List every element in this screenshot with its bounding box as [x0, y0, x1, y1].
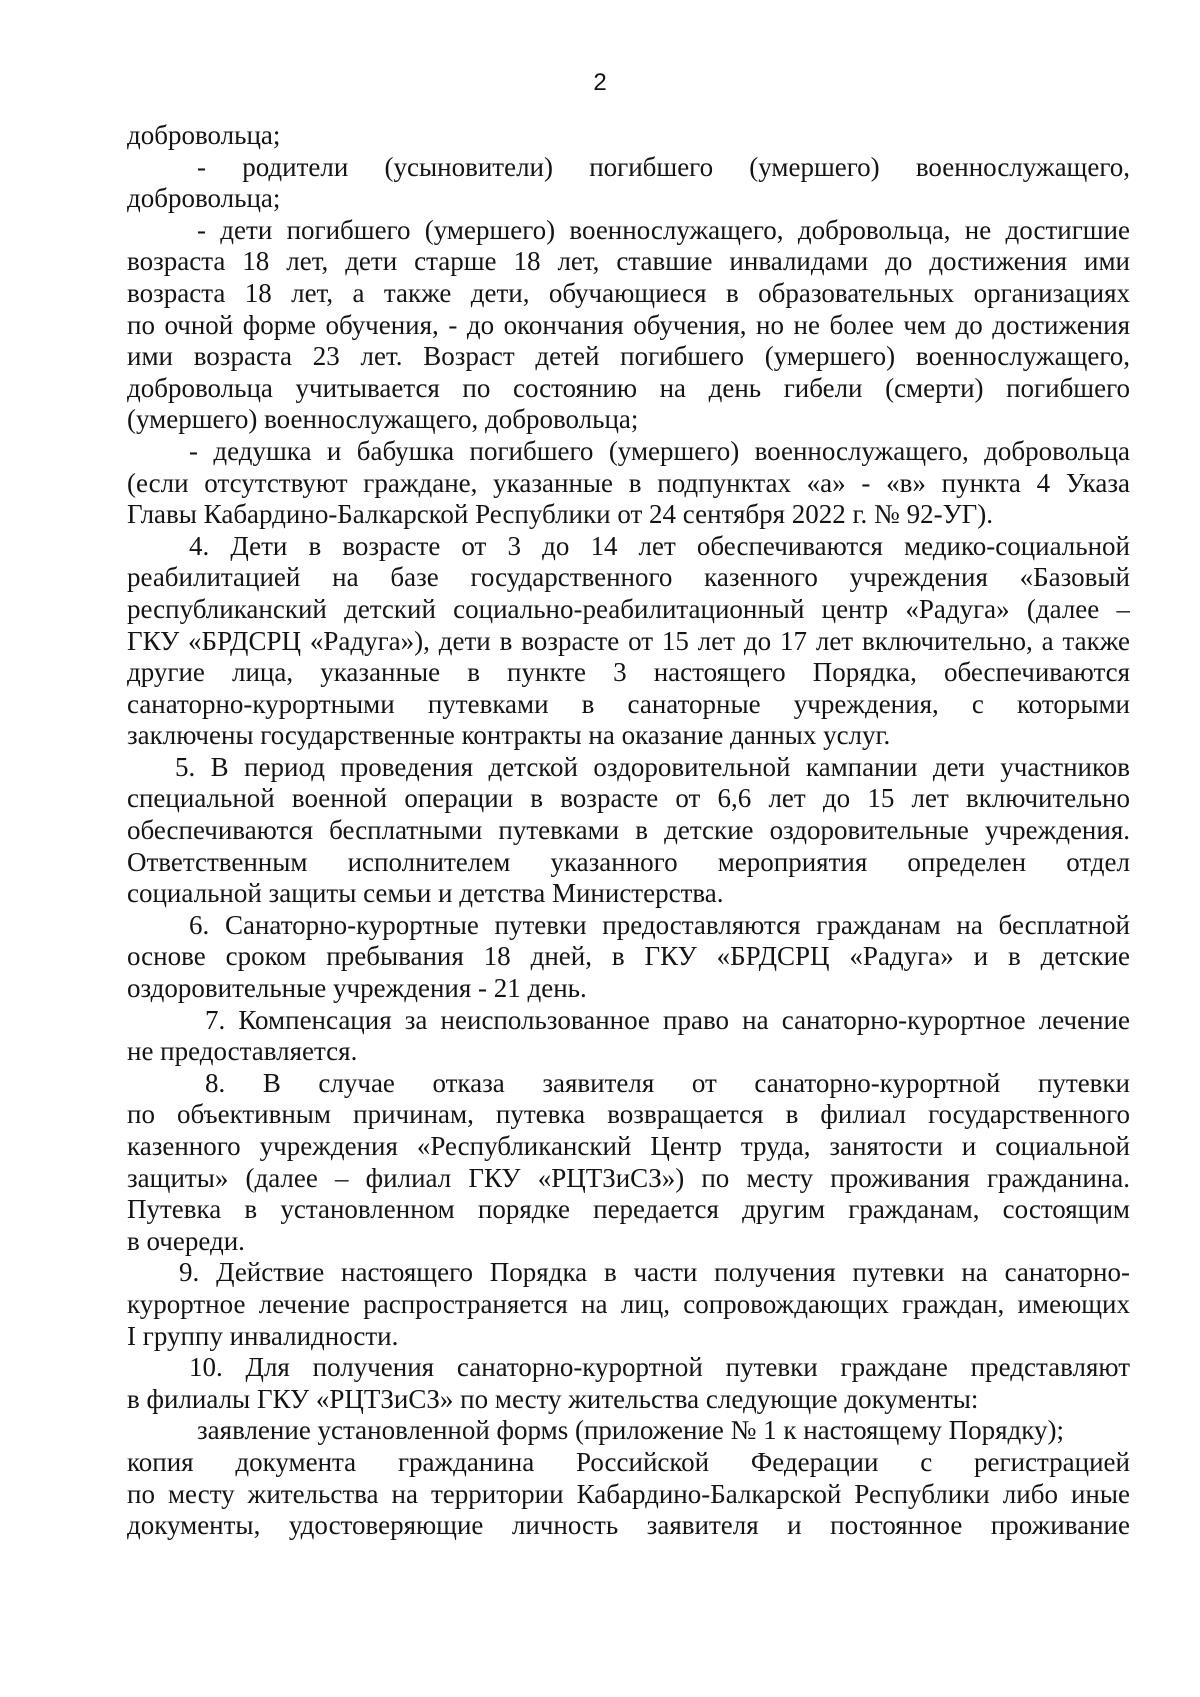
text-line: по очной форме обучения, - до окончания обучения, но не более чем до достижения	[127, 309, 1130, 340]
text-line: Путевка в установленном порядке передается другим гражданам, состоящим	[127, 1194, 1130, 1225]
text-line: ГКУ «БРДСРЦ «Радуга»), дети в возрасте от 15 лет до 17 лет включительно, а также	[127, 625, 1130, 656]
text-line: по объективным причинам, путевка возвращается в филиал государственного	[127, 1099, 1130, 1130]
text-line: - дедушка и бабушка погибшего (умершего) военнослужащего, добровольца	[189, 435, 1130, 466]
text-line: возраста 18 лет, дети старше 18 лет, ставшие инвалидами до достижения ими	[127, 246, 1130, 277]
text-line: добровольца;	[127, 120, 281, 150]
text-line: добровольца учитывается по состоянию на день гибели (смерти) погибшего	[127, 372, 1130, 403]
text-line: Главы Кабардино-Балкарской Республики от 24 сентября 2022 г. № 92-УГ).	[127, 499, 994, 530]
text-line: по месту жительства на территории Кабардино-Балкарской Республики либо иные	[127, 1478, 1130, 1509]
text-line: Ответственным исполнителем указанного мероприятия определен отдел	[127, 846, 1130, 877]
text-line: курортное лечение распространяется на лиц, сопровождающих граждан, имеющих	[127, 1288, 1130, 1319]
text-line: заявление установленной формs (приложение № 1 к настоящему Порядку);	[197, 1415, 1064, 1446]
text-line: реабилитацией на базе государственного казенного учреждения «Базовый	[127, 562, 1130, 593]
text-line: документы, удостоверяющие личность заявителя и постоянное проживание	[127, 1510, 1130, 1541]
text-line: - дети погибшего (умершего) военнослужащего, добровольца, не достигшие	[197, 214, 1130, 245]
text-line: (если отсутствуют граждане, указанные в подпунктах «а» - «в» пункта 4 Указа	[127, 467, 1130, 498]
text-line: санаторно-курортными путевками в санаторные учреждения, с которыми	[127, 688, 1130, 719]
text-line: ими возраста 23 лет. Возраст детей погибшего (умершего) военнослужащего,	[127, 341, 1130, 372]
text-line: 8. В случае отказа заявителя от санаторно-курортной путевки	[205, 1067, 1130, 1098]
text-line: 9. Действие настоящего Порядка в части получения путевки на санаторно-	[179, 1257, 1130, 1288]
text-line: основе сроком пребывания 18 дней, в ГКУ «БРДСРЦ «Радуга» и в детские	[127, 941, 1130, 972]
text-line: специальной военной операции в возрасте от 6,6 лет до 15 лет включительно	[127, 783, 1130, 814]
text-line: 4. Дети в возрасте от 3 до 14 лет обеспечиваются медико-социальной	[189, 530, 1130, 561]
text-line: I группу инвалидности.	[127, 1320, 399, 1351]
text-line: (умершего) военнослужащего, добровольца;	[127, 404, 639, 435]
text-line: не предоставляется.	[127, 1036, 358, 1067]
page-number: 2	[593, 69, 607, 96]
text-line: заключены государственные контракты на оказание данных услуг.	[127, 720, 891, 751]
text-line: копия документа гражданина Российской Федерации с регистрацией	[127, 1446, 1130, 1477]
text-line: казенного учреждения «Республиканский Центр труда, занятости и социальной	[127, 1131, 1130, 1161]
text-line: республиканский детский социально-реабилитационный центр «Радуга» (далее –	[127, 593, 1130, 624]
text-line: 10. Для получения санаторно-курортной путевки граждане представляют	[189, 1352, 1130, 1383]
text-line: 5. В период проведения детской оздоровительной кампании дети участников	[175, 751, 1130, 782]
text-line: в филиалы ГКУ «РЦТЗиСЗ» по месту жительства следующие документы:	[127, 1383, 979, 1414]
text-line: защиты» (далее – филиал ГКУ «РЦТЗиСЗ») по месту проживания гражданина.	[127, 1162, 1130, 1193]
text-line: обеспечиваются бесплатными путевками в детские оздоровительные учреждения.	[127, 815, 1130, 846]
text-line: 7. Компенсация за неиспользованное право на санаторно-курортное лечение	[205, 1004, 1130, 1035]
text-line: оздоровительные учреждения - 21 день.	[127, 973, 587, 1004]
text-line: в очереди.	[127, 1225, 245, 1256]
text-line: другие лица, указанные в пункте 3 настоящего Порядка, обеспечиваются	[127, 657, 1130, 688]
text-line: возраста 18 лет, а также дети, обучающиеся в образовательных организациях	[127, 277, 1130, 308]
text-line: - родители (усыновители) погибшего (умершего) военнослужащего,	[197, 151, 1130, 182]
text-line: 6. Санаторно-курортные путевки предоставляются гражданам на бесплатной	[189, 909, 1130, 940]
document-body	[127, 120, 1130, 1542]
text-line: добровольца;	[127, 183, 281, 214]
text-line: социальной защиты семьи и детства Министерства.	[127, 878, 724, 909]
